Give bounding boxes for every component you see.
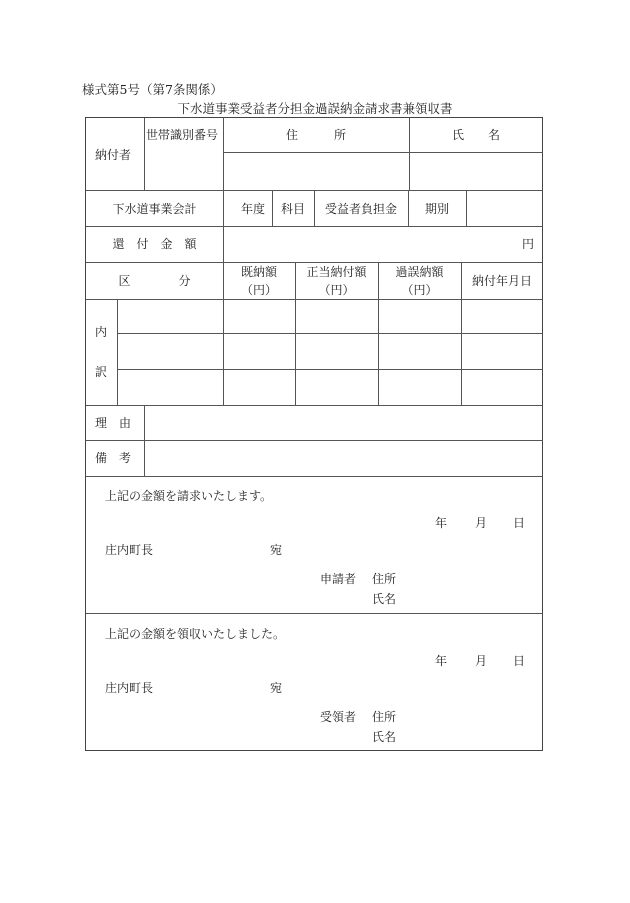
recipient-label: 受領者 <box>320 710 357 724</box>
request-honorific: 宛 <box>270 543 283 557</box>
request-year: 年 <box>435 516 448 530</box>
rule <box>86 613 543 614</box>
household-id-header: 世帯識別番号 <box>146 128 219 142</box>
address-header: 住 所 <box>285 128 346 142</box>
request-day: 日 <box>513 516 526 530</box>
applicant-address-label: 住所 <box>372 572 397 586</box>
fiscal-year-label: 年度 <box>240 202 265 216</box>
payer-label: 納付者 <box>95 148 132 162</box>
correct-unit: （円） <box>318 283 355 297</box>
rule <box>117 369 543 370</box>
paid-header: 既納額 <box>240 265 277 279</box>
applicant-label: 申請者 <box>320 572 357 586</box>
remarks-label: 備 考 <box>95 451 132 465</box>
rule <box>223 190 224 405</box>
form-sheet <box>85 117 543 751</box>
recipient-address-label: 住所 <box>372 710 397 724</box>
receipt-year: 年 <box>435 654 448 668</box>
rule <box>223 152 543 153</box>
request-statement: 上記の金額を請求いたします。 <box>105 489 273 503</box>
applicant-name-label: 氏名 <box>372 592 397 606</box>
form-title: 下水道事業受益者分担金過誤納金請求書兼領収書 <box>177 101 453 116</box>
item-label: 科目 <box>280 202 305 216</box>
paid-unit: （円） <box>240 283 277 297</box>
receipt-statement: 上記の金額を領収いたしました。 <box>105 627 286 641</box>
rule <box>86 405 543 406</box>
recipient-name-label: 氏名 <box>372 730 397 744</box>
account-label: 下水道事業会計 <box>112 202 197 216</box>
period-label: 期別 <box>424 202 449 216</box>
request-month: 月 <box>475 516 488 530</box>
rule <box>86 299 543 300</box>
rule <box>86 262 543 263</box>
receipt-honorific: 宛 <box>270 681 283 695</box>
charge-label: 受益者負担金 <box>324 202 397 216</box>
rule <box>86 476 543 477</box>
rule <box>466 190 467 226</box>
receipt-day: 日 <box>513 654 526 668</box>
breakdown-side-label: 内 <box>95 325 108 339</box>
rule <box>86 440 543 441</box>
overpaid-header: 過誤納額 <box>395 265 444 279</box>
receipt-month: 月 <box>475 654 488 668</box>
payment-date-header: 納付年月日 <box>471 274 532 288</box>
receipt-addressee: 庄内町長 <box>105 681 154 695</box>
correct-header: 正当納付額 <box>306 265 367 279</box>
overpaid-unit: （円） <box>401 283 438 297</box>
yen-unit: 円 <box>522 237 535 251</box>
category-header: 区 分 <box>118 274 191 288</box>
rule <box>144 118 145 190</box>
request-addressee: 庄内町長 <box>105 543 154 557</box>
name-header: 氏 名 <box>451 128 500 142</box>
refund-amount-label: 還 付 金 額 <box>112 237 197 251</box>
rule <box>117 299 118 405</box>
rule <box>86 226 543 227</box>
rule <box>117 333 543 334</box>
rule <box>144 405 145 476</box>
form-number: 様式第5号（第7条関係） <box>82 82 223 97</box>
reason-label: 理 由 <box>95 416 132 430</box>
breakdown-side-label: 訳 <box>95 365 108 379</box>
